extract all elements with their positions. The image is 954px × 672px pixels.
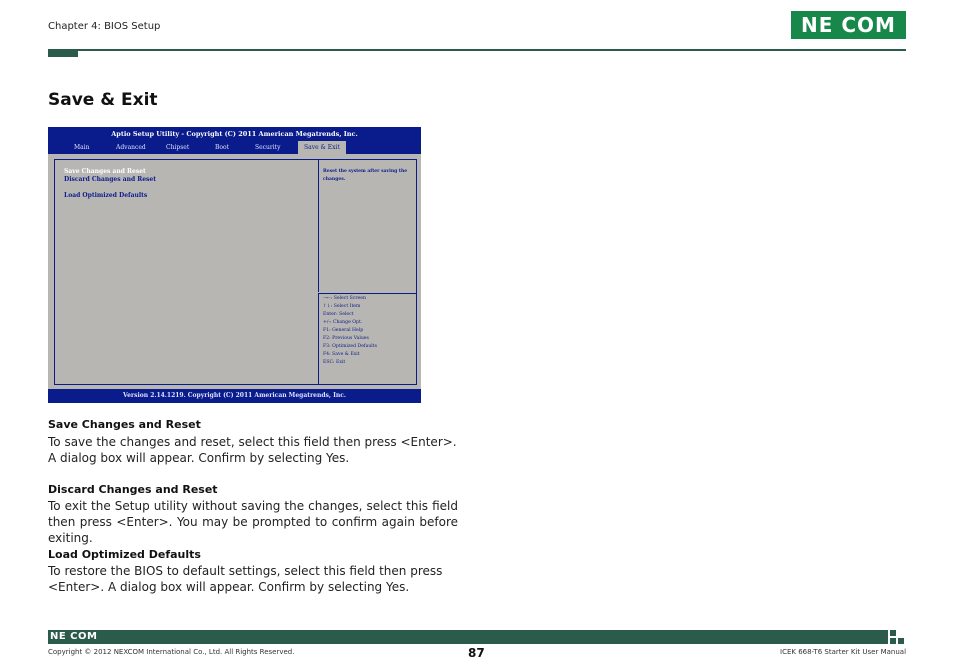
bios-item-discard-reset[interactable]: Discard Changes and Reset (64, 176, 157, 183)
bios-key: ↑↓: Select Item (323, 304, 361, 309)
bios-menu (55, 160, 317, 384)
bios-keys-panel (318, 293, 416, 385)
bios-version-footer: Version 2.14.1219. Copyright (C) 2011 American Megatrends, Inc. (48, 389, 421, 403)
header-rule (48, 49, 906, 51)
bios-tab-chipset[interactable]: Chipset (166, 144, 190, 151)
page-number: 87 (468, 646, 485, 660)
footer-square (898, 638, 904, 644)
nexcom-logo: NE COM (791, 11, 906, 39)
page-title: Save & Exit (48, 90, 158, 110)
footer-square (890, 630, 896, 636)
footer-square (890, 638, 896, 644)
bios-tab-save-exit[interactable]: Save & Exit (298, 141, 346, 154)
bios-item-load-defaults[interactable]: Load Optimized Defaults (64, 192, 148, 199)
bios-screenshot (48, 127, 421, 403)
bios-tab-security[interactable]: Security (255, 144, 281, 151)
bios-key: →←: Select Screen (323, 296, 366, 301)
section-body-load-defaults: To restore the BIOS to default settings, select this field then press <Enter>. A dialog box will appear. Confirm by selecting Yes. (48, 564, 443, 594)
bios-tab-bar (48, 141, 421, 154)
bios-key: F1: General Help (323, 328, 364, 333)
bios-key: F4: Save & Exit (323, 352, 360, 357)
footer-logo: NE COM (50, 631, 98, 642)
bios-key: F2: Previous Values (323, 336, 369, 341)
bios-help-panel (318, 160, 416, 292)
bios-title: Aptio Setup Utility - Copyright (C) 2011 American Megatrends, Inc. (48, 127, 421, 141)
footer-bar (48, 630, 888, 644)
copyright-text: Copyright © 2012 NEXCOM International Co., Ltd. All Rights Reserved. (48, 648, 295, 656)
section-body-discard-reset: To exit the Setup utility without saving the changes, select this field then press <Enter>. You may be prompted to confirm again before exiting. (48, 499, 458, 545)
section-body-save-reset: To save the changes and reset, select this field then press <Enter>. A dialog box will appear. Confirm by selecting Yes. (48, 435, 457, 465)
bios-key: ESC: Exit (323, 360, 346, 365)
chapter-label: Chapter 4: BIOS Setup (48, 21, 161, 32)
bios-key: +/-: Change Opt. (323, 320, 363, 325)
bios-tab-main[interactable]: Main (74, 144, 90, 151)
header-accent-block (48, 49, 78, 57)
bios-item-save-reset[interactable]: Save Changes and Reset (64, 168, 146, 175)
bios-help-text: Reset the system after saving the changes. (323, 169, 408, 182)
bios-main-panel (54, 159, 417, 385)
bios-tab-advanced[interactable]: Advanced (116, 144, 146, 151)
manual-title: ICEK 668-T6 Starter Kit User Manual (780, 648, 907, 656)
section-heading-load-defaults: Load Optimized Defaults (48, 548, 201, 561)
section-heading-save-reset: Save Changes and Reset (48, 418, 201, 431)
bios-key: F3: Optimized Defaults (323, 344, 377, 349)
section-heading-discard-reset: Discard Changes and Reset (48, 483, 218, 496)
bios-key: Enter: Select (323, 312, 354, 317)
bios-tab-boot[interactable]: Boot (215, 144, 230, 151)
